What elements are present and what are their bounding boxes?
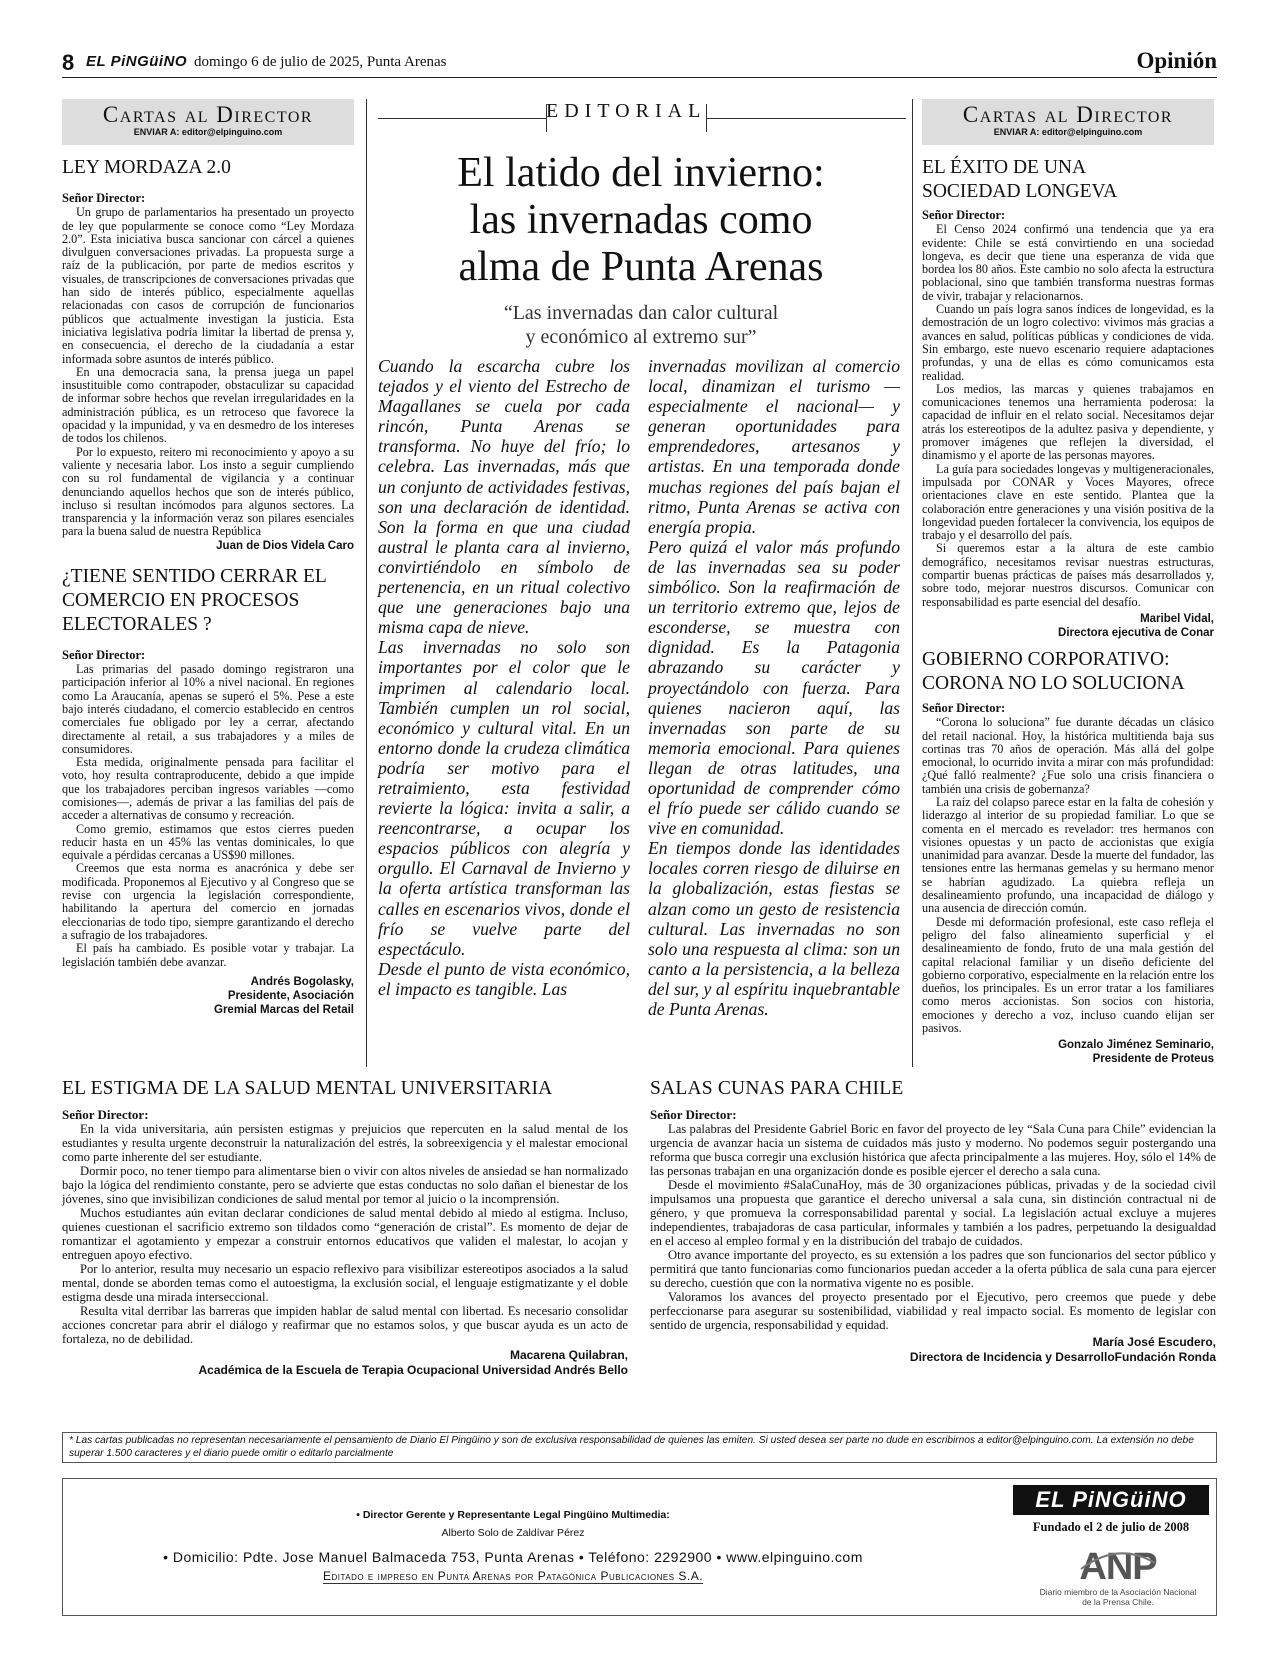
publisher-line xyxy=(63,1569,963,1583)
editorial-paragraph: Pero quizá el valor más profundo de las invernadas sea su poder simbólico. Son la reafirmación de un territorio extremo que, lejos de esconderse, se muestra con dignidad. Es la Patagonia abrazando su carácter y proyectándolo con fuerza. Para quienes nacieron aquí, las invernadas son parte de su memoria emocional. Para quienes llegan de otras latitudes, una oportunidad de comprender cómo el frío puede ser cálido cuando se vive en comunidad. xyxy=(648,536,900,839)
letter-salute: Señor Director: xyxy=(922,208,1006,222)
letter-signature xyxy=(650,1335,1216,1365)
letters-box-right xyxy=(922,99,1214,145)
letter-paragraph: La guía para sociedades longevas y multigeneracionales, impulsada por CONAR y Voces Mayores, ofrece orientaciones clave en este sentido. Plantea que la colaboración entre generaciones y una visión positiva de la longevidad pueden fortalecer la convivencia, los equipos de trabajo y el desarrollo del país. xyxy=(922,461,1214,543)
letter-title: EL ÉXITO DE UNA SOCIEDAD LONGEVA xyxy=(922,157,1118,202)
letter-paragraph: En la vida universitaria, aún persisten estigmas y prejuicios que repercuten en la salud mental de los estudiantes y resulta urgente deconstruir la naturalización del estrés, la sobreexigencia y el malestar emocional como parte inherente del ser estudiante. xyxy=(62,1122,628,1164)
letter-paragraph: Otro avance importante del proyecto, es su extensión a los padres que son funcionarios del sector público y permitirá que tanto funcionarias como funcionarios puedan acceder a la oferta pública de sala cuna para ejercer su derecho, cuestión que con la normativa vigente no es posible. xyxy=(650,1248,1216,1290)
editorial-subtitle xyxy=(372,301,910,349)
editorial-paragraph: invernadas movilizan al comercio local, dinamizan el turismo —especialmente el nacional— y generan oportunidades para emprendedores, artesanos y artistas. En una temporada donde muchas regiones del país bajan el ritmo, Punta Arenas se activa con energía propia. xyxy=(648,356,900,537)
editorial-rule xyxy=(378,118,546,119)
signature-line: Juan de Dios Videla Caro xyxy=(216,539,354,552)
letter-paragraph: Cuando un país logra sanos índices de longevidad, es la demostración de un logro colectivo: vivimos más gracias a avances en salud, políticas públicas y condiciones de vida. Sin embargo, este nuevo escenario requiere adaptaciones profundas, y una de ellas es cómo comunicamos esta realidad. xyxy=(922,302,1214,383)
anp-caption: Diario miembro de la Asociación Nacional de la Prensa Chile. xyxy=(1039,1587,1197,1607)
editorial-label: EDITORIAL xyxy=(546,100,707,122)
letter-ley-mordaza xyxy=(62,156,354,553)
letter-paragraph: Creemos que esta norma es anacrónica y debe ser modificada. Proponemos al Ejecutivo y al Congreso que se revise con urgencia la legislación correspondiente, habilitando la apertura del comercio en jornadas eleccionarias de todo tipo, siempre garantizando el derecho a sufragio de los trabajadores. xyxy=(62,861,354,942)
letters-box-title: Cartas al Director xyxy=(102,102,314,127)
letter-paragraph: Esta medida, originalmente pensada para facilitar el voto, hoy resulta contraproducente, debido a que impide que los trabajadores perciban ingresos variables —como comisiones—, además de privar a las familias del país de acceder a alternativas de consumo y recreación. xyxy=(62,755,354,823)
letter-longeva xyxy=(922,156,1214,640)
left-column xyxy=(62,152,354,1017)
editorial-paragraph: Las invernadas no solo son importantes por el color que le imprimen al calendario local. También cumplen un rol social, económico y cultural vital. En un entorno donde la crudeza climática podría ser motivo para el retraimiento, esta festividad revierte la lógica: invita a salir, a reencontrarse, a ocupar los espacios públicos con alegría y orgullo. El Carnaval de Invierno y la oferta artística transforman las calles en escenarios vivos, donde el frío se vuelve parte del espectáculo. xyxy=(378,637,630,959)
letter-salas-cunas xyxy=(650,1078,1216,1365)
column-divider xyxy=(366,99,367,1067)
director-name: Alberto Solo de Zaldívar Pérez xyxy=(441,1527,585,1539)
anp-logo-icon xyxy=(1073,1539,1163,1585)
letter-corona xyxy=(922,648,1214,1066)
letter-signature xyxy=(62,539,354,553)
disclaimer: * Las cartas publicadas no representan necesariamente el pensamiento de Diario El Pingüino y son de exclusiva responsabilidad de quienes las emiten. Si usted desea ser parte no dude en escribirnos a editor@elpinguino.com. La extensión no debe superar 1.500 caracteres y el diario puede omitir o editarlo parcialmente xyxy=(62,1432,1217,1463)
letter-title: LEY MORDAZA 2.0 xyxy=(62,157,231,178)
editorial-title-line: El latido del invierno: xyxy=(457,150,825,196)
letter-title: ¿TIENE SENTIDO CERRAR EL COMERCIO EN PROCESOS ELECTORALES ? xyxy=(62,565,327,635)
letter-salute: Señor Director: xyxy=(922,700,1006,715)
editorial-paragraph: Desde el punto de vista económico, el impacto es tangible. Las xyxy=(378,958,630,999)
letter-salud-mental xyxy=(62,1078,628,1378)
signature-line: Maribel Vidal, xyxy=(1140,612,1214,625)
contact-info: • Domicilio: Pdte. Jose Manuel Balmaceda 753, Punta Arenas • Teléfono: 2292900 • www.elpinguino.com xyxy=(163,1549,863,1565)
signature-line: Macarena Quilabran, xyxy=(509,1348,628,1362)
letter-paragraph: El Censo 2024 confirmó una tendencia que ya era evidente: Chile se está convirtiendo en una sociedad longeva, es decir que tiene una esperanza de vida que bordea los 80 años. Este cambio no solo afecta la estructura poblacional, sino que también transforma nuestras formas de vivir, trabajar y relacionarnos. xyxy=(922,222,1214,303)
editorial-title-line: las invernadas como xyxy=(469,197,813,243)
signature-line: Presidente de Proteus xyxy=(1092,1053,1214,1066)
page-header xyxy=(62,48,1217,78)
letter-salute: Señor Director: xyxy=(650,1107,737,1122)
newspaper-logo: EL PiNGüiNO xyxy=(86,53,188,70)
section-title: Opinión xyxy=(1136,48,1217,73)
letter-title: GOBIERNO CORPORATIVO: CORONA NO LO SOLUCIONA xyxy=(922,648,1185,694)
letter-paragraph: Desde mi deformación profesional, este caso refleja el peligro del falso alineamiento superficial y el desalineamiento de fondo, fruto de una mala gestión del capital relacional familiar y un diseño deficiente del gobierno corporativo, especialmente en la relación entre los dueños, los principales. Es un error tratar a los familiares como meros accionistas. Son socios con historia, emociones y derecho a voz, incluso cuando elijan ser pasivos. xyxy=(922,914,1214,1036)
editorial-title-line: alma de Punta Arenas xyxy=(458,244,824,290)
letter-salute: Señor Director: xyxy=(62,1107,149,1122)
letters-box-email: ENVIAR A: editor@elpinguino.com xyxy=(133,127,283,137)
letter-title: EL ESTIGMA DE LA SALUD MENTAL UNIVERSITARIA xyxy=(62,1078,553,1099)
letter-signature xyxy=(922,612,1214,640)
director-title: • Director Gerente y Representante Legal Pingüino Multimedia: xyxy=(356,1509,670,1521)
letters-box-title: Cartas al Director xyxy=(962,102,1174,127)
letter-comercio xyxy=(62,565,354,1017)
letter-paragraph: La raíz del colapso parece estar en la falta de cohesión y liderazgo al interior de su propiedad familiar. Lo que se comenta en el mercado es revelador: tres hermanos con visiones opuestas y un pacto de accionistas que exigía unanimidad para avanzar. Desde la muerte del fundador, las tensiones entre las hermanas gemelas y su hermano menor se habrían agudizado. La quiebra refleja un desalineamiento profundo, una incapacidad de diálogo y una ausencia de dirección común. xyxy=(922,794,1214,916)
letter-signature xyxy=(62,975,354,1017)
anp-logo-text: ANP xyxy=(1079,1546,1157,1585)
editorial-paragraph: En tiempos donde las identidades locales corren riesgo de diluirse en la globalización, estas fiestas se alzan como un gesto de resistencia cultural. Las invernadas no son solo una respuesta al clima: son un canto a la persistencia, a la belleza del sur, y al espíritu inquebrantable de Punta Arenas. xyxy=(648,838,900,1019)
letter-paragraph: El país ha cambiado. Es posible votar y trabajar. La legislación también debe avanzar. xyxy=(62,941,354,969)
editorial-paragraph: Cuando la escarcha cubre los tejados y el viento del Estrecho de Magallanes se cuela por cada rincón, Punta Arenas se transforma. No huye del frío; lo celebra. Las invernadas, más que un conjunto de actividades festivas, son una declaración de identidad. Son la forma en que una ciudad austral le planta cara al invierno, convirtiéndolo en símbolo de pertenencia, en un ritual colectivo que une generaciones bajo una misma capa de nieve. xyxy=(378,356,630,638)
letter-paragraph: Un grupo de parlamentarios ha presentado un proyecto de ley que popularmente se conoce como “Ley Mordaza 2.0”. Esta iniciativa busca sancionar con cárcel a quienes divulguen conversaciones privadas. La propuesta surge a raíz de la publicación, por parte de medios escritos y visuales, de transcripciones de conversaciones privadas que han sido de interés público, especialmente aquellas relacionadas con casos de corrupción de funcionarios públicos que actualmente investigan la justicia. Esta iniciativa legislativa podría limitar la libertad de prensa y, en consecuencia, el derecho de la ciudadanía a estar informada sobre asuntos de interés público. xyxy=(62,205,354,366)
signature-line: Gonzalo Jiménez Seminario, xyxy=(1058,1039,1214,1052)
newspaper-logo-footer: EL PiNGüiNO xyxy=(1013,1485,1209,1515)
letter-salute: Señor Director: xyxy=(62,647,146,662)
letter-salute: Señor Director: xyxy=(62,191,146,205)
letter-paragraph: Como gremio, estimamos que estos cierres pueden reducir hasta en un 45% las ventas dominicales, lo que equivale a pérdidas cercanas a US$90 millones. xyxy=(62,821,354,863)
dateline: domingo 6 de julio de 2025, Punta Arenas xyxy=(194,54,447,70)
letter-paragraph: Muchos estudiantes aún evitan declarar condiciones de salud mental debido al miedo al estigma. Incluso, quienes cuestionan el sacrificio extremo son tildados como “generación de cristal”. Es momento de dejar de romantizar el agotamiento y empezar a construir entornos educativos que validen el malestar, lo acojan y entreguen apoyo efectivo. xyxy=(62,1206,628,1262)
letter-paragraph: Por lo anterior, resulta muy necesario un espacio reflexivo para visibilizar estereotipos asociados a la salud mental, donde se aborden temas como el autoestigma, la exclusión social, el lenguaje estigmatizante y el doble estigma desde una mirada interseccional. xyxy=(62,1262,628,1304)
signature-line: Andrés Bogolasky, xyxy=(250,975,354,988)
page-number: 8 xyxy=(62,50,75,75)
letter-paragraph: Valoramos los avances del proyecto presentado por el Ejecutivo, pero creemos que puede y debe perfeccionarse para asegurar su sostenibilidad, viabilidad y real impacto social. Es momento de legislar con sentido de urgencia, responsabilidad y equidad. xyxy=(650,1290,1216,1332)
letter-paragraph: Las primarias del pasado domingo registraron una participación inferior al 10% a nivel nacional. En regiones como La Araucanía, apenas se superó el 5%. Pese a este bajo interés ciudadano, el comercio establecido en centros comerciales fue obligado por ley a cerrar, afectando directamente al retail, a sus trabajadores y a miles de consumidores. xyxy=(62,662,354,756)
letters-box-email: ENVIAR A: editor@elpinguino.com xyxy=(993,127,1143,137)
editorial-rule xyxy=(706,118,906,119)
signature-line: Académica de la Escuela de Terapia Ocupacional Universidad Andrés Bello xyxy=(198,1363,628,1377)
column-divider xyxy=(912,99,913,1067)
letter-paragraph: En una democracia sana, la prensa juega un papel insustituible como contrapoder, obstaculizar su capacidad de informar sobre hechos que revelan irregularidades en la administración pública, es un retroceso que favorece la opacidad y la impunidad, y va en desmedro de los intereses de todos los chilenos. xyxy=(62,364,354,446)
signature-line: María José Escudero, xyxy=(1092,1335,1216,1349)
footer xyxy=(62,1478,1217,1616)
letter-signature xyxy=(62,1348,628,1378)
letter-paragraph: Dormir poco, no tener tiempo para alimentarse bien o vivir con altos niveles de ansiedad se han normalizado bajo la lógica del rendimiento constante, pero se advierte que estas conductas no solo dañan el bienestar de los jóvenes, sino que invisibilizan condiciones de salud mental por temor al juicio o la incomprensión. xyxy=(62,1164,628,1206)
editorial-column-2 xyxy=(648,356,900,1019)
editorial-subtitle-line: “Las invernadas dan calor cultural xyxy=(503,302,779,324)
editorial-column-1 xyxy=(378,356,630,999)
signature-line: Directora de Incidencia y DesarrolloFundación Ronda xyxy=(909,1350,1216,1364)
letter-paragraph: Desde el movimiento #SalaCunaHoy, más de 30 organizaciones públicas, privadas y de la sociedad civil impulsamos una propuesta que garantice el derecho universal a sala cuna, sin distinción contractual ni de género, y que promueva la corresponsabilidad parental y social. La legislación actual excluye a mujeres independientes, trabajadoras de casa particular, informales y también a los padres, perpetuando la desigualdad en el acceso al empleo formal y en la distribución del trabajo de cuidados. xyxy=(650,1178,1216,1248)
editorial-title xyxy=(372,150,910,291)
letter-paragraph: Resulta vital derribar las barreras que impiden hablar de salud mental con libertad. Es necesario consolidar acciones concretar para abrir el diálogo y reafirmar que no estamos solos, y que buscar ayuda es un acto de fortaleza, no de debilidad. xyxy=(62,1304,628,1346)
signature-line: Presidente, Asociación xyxy=(227,989,354,1002)
right-column xyxy=(922,152,1214,1066)
founded-date: Fundado el 2 de julio de 2008 xyxy=(1032,1520,1190,1534)
letter-paragraph: Por lo expuesto, reitero mi reconocimiento y apoyo a su valiente y necesaria labor. Los insto a seguir cumpliendo con su rol fundamental de vigilancia y a continuar denunciando aquellos hechos que son de interés público, incluso si resultan incómodos para algunos sectores. La transparencia y la información veraz son pilares esenciales para la buena salud de nuestra República xyxy=(62,444,354,539)
signature-line: Directora ejecutiva de Conar xyxy=(1058,626,1214,639)
editorial-subtitle-line: y económico al extremo sur” xyxy=(525,326,757,348)
letter-paragraph: Las palabras del Presidente Gabriel Boric en favor del proyecto de ley “Sala Cuna para Chile” evidencian la urgencia de avanzar hacia un sistema de cuidados más justo y moderno. No podemos seguir postergando una reforma que busca corregir una exclusión histórica que afecta principalmente a las mujeres. Hoy, sólo el 14% de las personas trabajan en una organización donde es posible ejercer el derecho a sala cuna. xyxy=(650,1122,1216,1178)
signature-line: Gremial Marcas del Retail xyxy=(214,1003,354,1016)
letter-paragraph: Los medios, las marcas y quienes trabajamos en comunicaciones tenemos una herramienta poderosa: la capacidad de influir en el relato social. Necesitamos dejar atrás los estereotipos de la adultez pasiva y dependiente, y promover imágenes que reflejen la diversidad, el dinamismo y el aporte de las personas mayores. xyxy=(922,381,1214,463)
letter-paragraph: “Corona lo soluciona” fue durante décadas un clásico del retail nacional. Hoy, la histórica multitienda baja sus cortinas tras 70 años de operación. Más allá del golpe emocional, lo ocurrido invita a mirar con más profundidad: ¿Qué falló realmente? ¿Fue solo una crisis financiera o también una crisis de gobernanza? xyxy=(922,715,1214,796)
publisher-text: Editado e impreso en Punta Arenas por Patagónica Publicaciones S.A. xyxy=(322,1569,704,1583)
letter-signature xyxy=(922,1038,1214,1066)
letters-box-left xyxy=(62,99,354,145)
letter-paragraph: Si queremos estar a la altura de este cambio demográfico, necesitamos revisar nuestras estructuras, compartir buenas prácticas de países más desarrollados y, sobre todo, mejorar nuestros discursos. Comunicar con responsabilidad es parte esencial del desafío. xyxy=(922,541,1214,609)
letter-title: SALAS CUNAS PARA CHILE xyxy=(650,1078,904,1099)
